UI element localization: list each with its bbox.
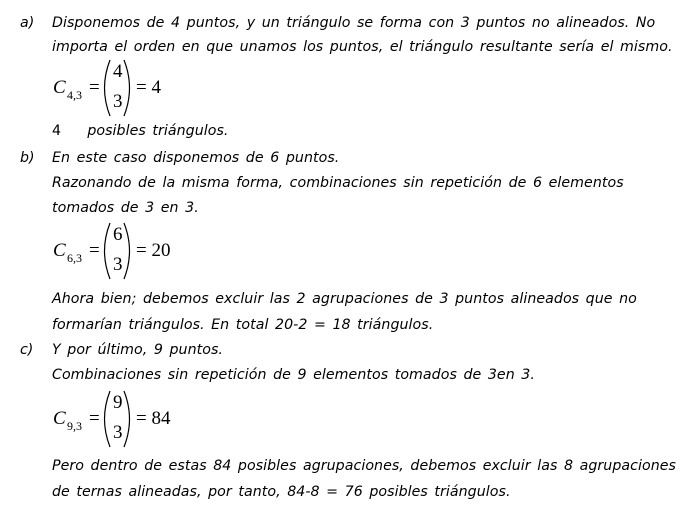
part-b-line-1: En este caso disponemos de 6 puntos. — [52, 150, 340, 166]
formula-b-subscript: 6,3 — [67, 251, 82, 265]
formula-b-n: 6 — [113, 224, 123, 245]
formula-a-subscript: 4,3 — [67, 88, 82, 102]
part-c-line-3: Pero dentro de estas 84 posibles agrupaciones, debemos excluir las 8 agrupaciones — [52, 458, 676, 474]
formula-c-symbol: C — [53, 408, 66, 429]
part-c-line-2: Combinaciones sin repetición de 9 elementos tomados de 3en 3. — [52, 367, 535, 383]
formula-b-result-value: 20 — [151, 240, 171, 261]
part-a-line-1: Disponemos de 4 puntos, y un triángulo se forma con 3 puntos no alineados. No — [52, 15, 656, 31]
formula-a-symbol: C — [53, 77, 66, 98]
formula-a — [53, 58, 253, 118]
part-b-marker: b) — [20, 150, 35, 166]
formula-a-n: 4 — [113, 61, 123, 82]
formula-c-equals: = — [89, 408, 100, 429]
part-b-line-2: Razonando de la misma forma, combinaciones sin repetición de 6 elementos — [52, 175, 624, 191]
formula-b — [53, 221, 253, 281]
part-a-line-3 — [52, 122, 228, 140]
formula-a-result-value: 4 — [151, 77, 161, 98]
part-a-line-2: importa el orden en que unamos los puntos, el triángulo resultante sería el mismo. — [52, 39, 673, 55]
formula-b-result: = 20 — [136, 240, 171, 261]
formula-a-result: = 4 — [136, 77, 161, 98]
formula-b-symbol: C — [53, 240, 66, 261]
formula-c-result: = 84 — [136, 408, 171, 429]
part-a-marker: a) — [20, 15, 35, 31]
formula-c-subscript: 9,3 — [67, 419, 82, 433]
formula-b-equals: = — [89, 240, 100, 261]
formula-a-k: 3 — [113, 91, 123, 112]
part-b-line-5: formarían triángulos. En total 20-2 = 18 triángulos. — [52, 317, 434, 333]
part-b-line-3: tomados de 3 en 3. — [52, 200, 199, 216]
formula-c-k: 3 — [113, 422, 123, 443]
formula-c-n: 9 — [113, 392, 123, 413]
part-a-count-text: posibles triángulos. — [87, 123, 229, 139]
part-a-count: 4 — [52, 123, 62, 139]
part-c-line-4: de ternas alineadas, por tanto, 84-8 = 76 posibles triángulos. — [52, 484, 511, 500]
part-c-line-1: Y por último, 9 puntos. — [52, 342, 223, 358]
formula-a-equals: = — [89, 77, 100, 98]
formula-c-result-value: 84 — [151, 408, 171, 429]
part-c-marker: c) — [20, 342, 34, 358]
part-b-line-4: Ahora bien; debemos excluir las 2 agrupaciones de 3 puntos alineados que no — [52, 291, 637, 307]
formula-b-k: 3 — [113, 254, 123, 275]
formula-c — [53, 389, 253, 449]
